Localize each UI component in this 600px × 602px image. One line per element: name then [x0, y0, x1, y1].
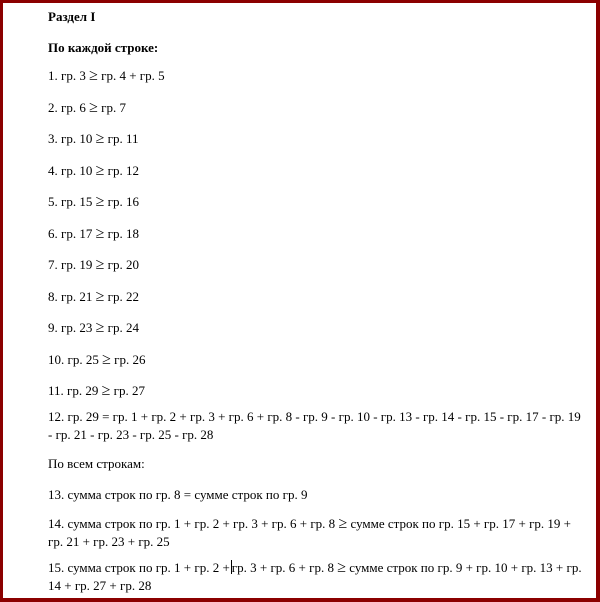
rule-number: 4. — [48, 163, 58, 178]
rule-left: гр. 15 — [61, 194, 93, 209]
section-title: Раздел I — [48, 9, 96, 24]
greater-equal-sign: ≥ — [95, 256, 105, 273]
rule-number: 1. — [48, 68, 58, 83]
rule-right: гр. 4 + гр. 5 — [101, 68, 165, 83]
rule-5 — [48, 193, 139, 211]
rule-12: 12. гр. 29 = гр. 1 + гр. 2 + гр. 3 + гр. 6 + гр. 8 - гр. 9 - гр. 10 - гр. 13 - гр. 14 - гр. 15 - гр. 17 - гр. 19 - гр. 21 - гр. 23 - гр. 25 - гр. 28 — [48, 409, 581, 442]
rule-left: гр. 23 — [61, 320, 93, 335]
rule-right: гр. 26 — [114, 352, 146, 367]
rule-right: гр. 16 — [107, 194, 139, 209]
rule-15-left-b: гр. 3 + гр. 6 + гр. 8 — [231, 560, 334, 575]
rule-left: гр. 29 — [67, 383, 99, 398]
rule-15 — [48, 559, 588, 595]
greater-equal-sign: ≥ — [95, 225, 105, 242]
rule-left: гр. 3 — [61, 68, 86, 83]
greater-equal-sign: ≥ — [95, 130, 105, 147]
rule-right: гр. 7 — [101, 100, 126, 115]
rule-right: гр. 24 — [107, 320, 139, 335]
all-rows-heading: По всем строкам: — [48, 456, 145, 471]
rule-2 — [48, 99, 126, 117]
rule-7 — [48, 256, 139, 274]
rule-1 — [48, 67, 165, 85]
rule-number: 8. — [48, 289, 58, 304]
rule-15-right: сумме строк по гр. 9 + гр. 10 + гр. 13 + гр. 14 + гр. 27 + гр. 28 — [48, 560, 582, 593]
rule-6 — [48, 225, 139, 243]
rule-8 — [48, 288, 139, 306]
greater-equal-sign: ≥ — [95, 162, 105, 179]
rule-number: 6. — [48, 226, 58, 241]
rule-left: гр. 6 — [61, 100, 86, 115]
per-row-heading: По каждой строке: — [48, 40, 159, 55]
rule-15-left-a: 15. сумма строк по гр. 1 + гр. 2 + — [48, 560, 230, 575]
rule-10 — [48, 351, 145, 369]
greater-equal-sign: ≥ — [89, 67, 98, 84]
rule-right: гр. 11 — [107, 131, 139, 146]
greater-equal-sign: ≥ — [95, 288, 105, 305]
greater-equal-sign: ≥ — [102, 351, 111, 368]
greater-equal-sign: ≥ — [95, 319, 105, 336]
rule-right: гр. 20 — [107, 257, 139, 272]
rule-number: 7. — [48, 257, 58, 272]
rule-left: гр. 17 — [61, 226, 93, 241]
greater-equal-sign: ≥ — [95, 193, 105, 210]
rule-13: 13. сумма строк по гр. 8 = сумме строк по гр. 9 — [48, 487, 308, 502]
rule-number: 5. — [48, 194, 58, 209]
rule-right: гр. 18 — [107, 226, 139, 241]
greater-equal-sign: ≥ — [337, 559, 346, 576]
rule-left: гр. 10 — [61, 131, 93, 146]
rule-left: гр. 19 — [61, 257, 93, 272]
rule-number: 10. — [48, 352, 65, 367]
rule-11 — [48, 382, 145, 400]
rule-right: гр. 22 — [107, 289, 139, 304]
greater-equal-sign: ≥ — [338, 515, 348, 532]
rule-number: 9. — [48, 320, 58, 335]
rule-14-right: сумме строк по гр. 15 + гр. 17 + гр. 19 + гр. 21 + гр. 23 + гр. 25 — [48, 516, 571, 549]
greater-equal-sign: ≥ — [89, 99, 98, 116]
rule-right: гр. 27 — [113, 383, 145, 398]
rule-left: гр. 21 — [61, 289, 93, 304]
rule-left: гр. 10 — [61, 163, 93, 178]
rule-left: гр. 25 — [67, 352, 99, 367]
rule-right: гр. 12 — [107, 163, 139, 178]
rule-9 — [48, 319, 139, 337]
rule-14-left: 14. сумма строк по гр. 1 + гр. 2 + гр. 3 + гр. 6 + гр. 8 — [48, 516, 336, 531]
rule-14 — [48, 515, 588, 551]
rule-number: 2. — [48, 100, 58, 115]
greater-equal-sign: ≥ — [101, 382, 111, 399]
rule-number: 3. — [48, 131, 58, 146]
rule-3 — [48, 130, 138, 148]
rule-4 — [48, 162, 139, 180]
rule-number: 11. — [48, 383, 64, 398]
